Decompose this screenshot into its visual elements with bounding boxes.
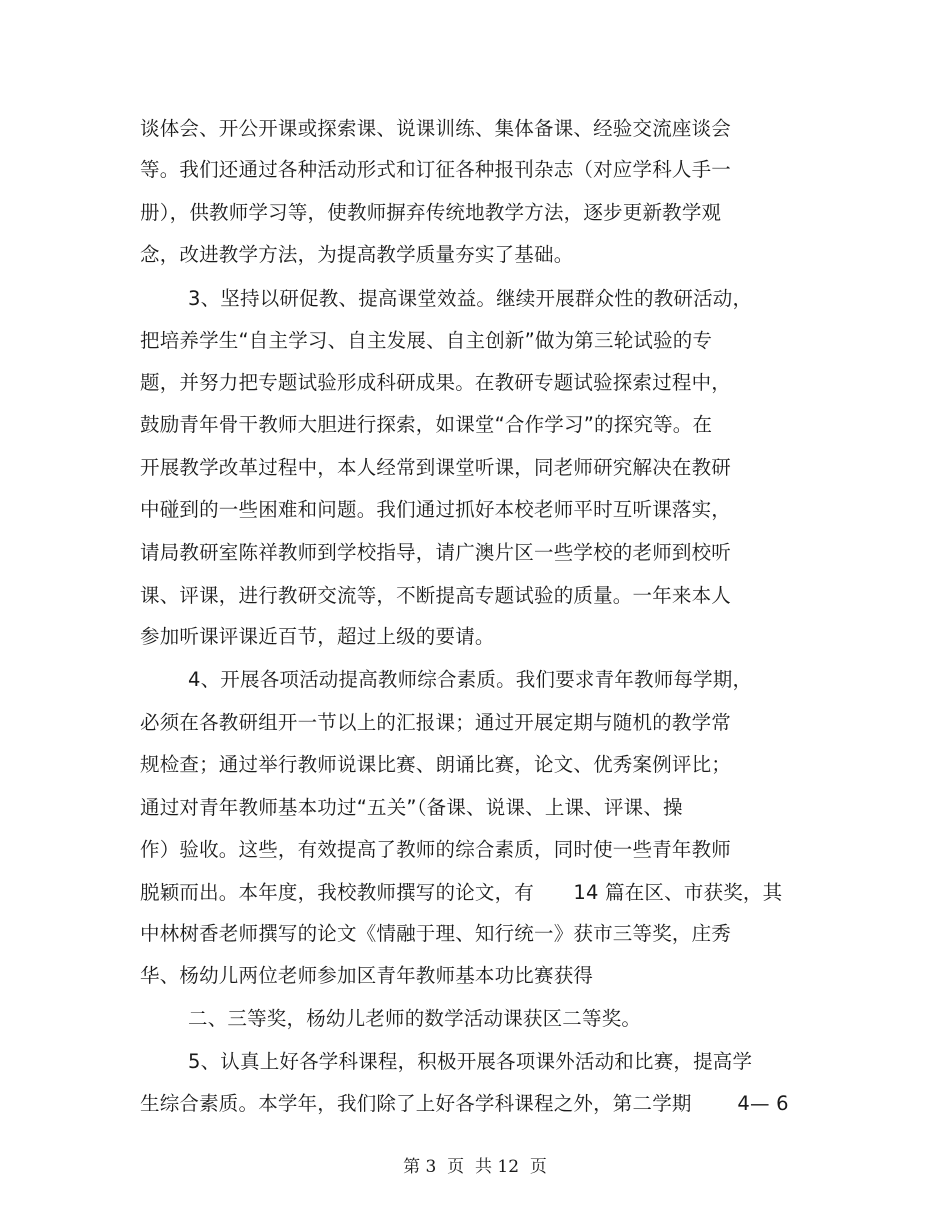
page-footer: 第 3 页 共 12 页 (403, 1157, 547, 1177)
body-line-22: 二、三等奖，杨幼儿老师的数学活动课获区二等奖。 (188, 1007, 642, 1030)
body-line-2: 等。我们还通过各种活动形式和订征各种报刊杂志（对应学科人手一 (140, 158, 732, 181)
body-line-13: 参加听课评课近百节，超过上级的要请。 (140, 625, 495, 648)
body-line-12: 课、评课，进行教研交流等，不断提高专题试验的质量。一年来本人 (140, 584, 732, 607)
body-line-24: 生综合素质。本学年，我们除了上好各学科课程之外，第二学期 4— 6 (140, 1092, 789, 1115)
body-line-10: 中碰到的一些困难和问题。我们通过抓好本校老师平时互听课落实， (140, 498, 732, 521)
body-line-11: 请局教研室陈祥教师到学校指导，请广澳片区一些学校的老师到校听 (140, 541, 732, 564)
body-line-7: 题，并努力把专题试验形成科研成果。在教研专题试验探索过程中， (140, 371, 732, 394)
body-line-1: 谈体会、开公开课或探索课、说课训练、集体备课、经验交流座谈会 (140, 117, 732, 140)
body-line-9: 开展教学改革过程中，本人经常到课堂听课，同老师研究解决在教研 (140, 456, 732, 479)
body-line-6: 把培养学生“自主学习、自主发展、自主创新”做为第三轮试验的专 (140, 329, 713, 352)
body-line-3: 册），供教师学习等，使教师摒弃传统地教学方法，逐步更新教学观 (140, 201, 722, 224)
body-line-21: 华、杨幼儿两位老师参加区青年教师基本功比赛获得 (140, 964, 594, 987)
body-line-16: 规检查；通过举行教师说课比赛、朗诵比赛，论文、优秀案例评比； (140, 753, 732, 776)
body-line-17: 通过对青年教师基本功过“五关”（备课、说课、上课、评课、操 (140, 796, 683, 819)
body-line-20: 中林树香老师撰写的论文《情融于理、知行统一》获市三等奖，庄秀 (140, 922, 732, 945)
body-line-15: 必须在各教研组开一节以上的汇报课；通过开展定期与随机的教学常 (140, 711, 732, 734)
body-line-4: 念，改进教学方法，为提高教学质量夯实了基础。 (140, 243, 574, 266)
paragraph-4-heading: 4、开展各项活动提高教师综合素质。我们要求青年教师每学期， (188, 668, 753, 691)
body-line-8: 鼓励青年骨干教师大胆进行探索，如课堂“合作学习”的探究等。在 (140, 413, 713, 436)
body-line-18: 作）验收。这些，有效提高了教师的综合素质，同时使一些青年教师 (140, 838, 732, 861)
body-line-19: 脱颖而出。本年度，我校教师撰写的论文，有 14 篇在区、市获奖，其 (140, 881, 783, 904)
paragraph-3-heading: 3、坚持以研促教、提高课堂效益。继续开展群众性的教研活动， (188, 287, 753, 310)
paragraph-5-heading: 5、认真上好各学科课程，积极开展各项课外活动和比赛，提高学 (188, 1050, 753, 1073)
